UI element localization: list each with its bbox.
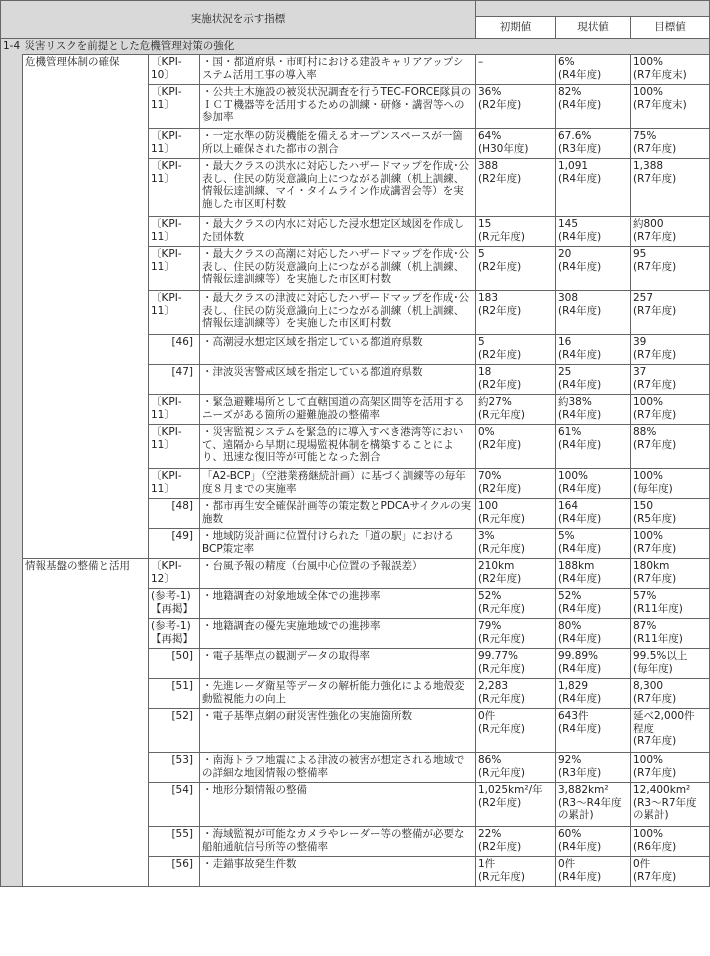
table-row [1, 559, 710, 589]
indicator-text: ・最大クラスの高潮に対応したハザードマップを作成･公表し、住民の防災意識向上につながる訓練（机上訓練、情報伝達訓練等）を実施した市区町村数 [200, 247, 476, 291]
target-value: 100% (R7年度) [631, 395, 710, 425]
target-value: 37 (R7年度) [631, 365, 710, 395]
target-value: 1,388 (R7年度) [631, 159, 710, 217]
indicator-text: ・地域防災計画に位置付けられた「道の駅」におけるBCP策定率 [200, 529, 476, 559]
current-value: 188km (R4年度) [556, 559, 631, 589]
target-value: 150 (R5年度) [631, 499, 710, 529]
indicator-text: ・台風予報の精度（台風中心位置の予報誤差） [200, 559, 476, 589]
current-value: 1,829 (R4年度) [556, 679, 631, 709]
header-current: 現状値 [556, 17, 631, 39]
kpi-code: 〔KPI-11〕 [149, 159, 200, 217]
current-value: 99.89% (R4年度) [556, 649, 631, 679]
initial-value: 183 (R2年度) [476, 291, 556, 335]
kpi-code: 〔KPI-11〕 [149, 425, 200, 469]
indicator-text: ・国・都道府県・市町村における建設キャリアアップシステム活用工事の導入率 [200, 55, 476, 85]
indicator-text: ・地籍調査の対象地域全体での進捗率 [200, 589, 476, 619]
indicator-text: ・先進レーダ衛星等データの解析能力強化による地殻変動監視能力の向上 [200, 679, 476, 709]
kpi-code: [49] [149, 529, 200, 559]
indicator-text: ・地籍調査の優先実施地域での進捗率 [200, 619, 476, 649]
current-value: 20 (R4年度) [556, 247, 631, 291]
initial-value: 3% (R元年度) [476, 529, 556, 559]
target-value: 100% (R7年度) [631, 753, 710, 783]
indicator-text: ・緊急避難場所として直轄国道の高架区間等を活用するニーズがある箇所の避難施設の整備率 [200, 395, 476, 425]
initial-value: 0件 (R元年度) [476, 709, 556, 753]
kpi-code: 〔KPI-11〕 [149, 85, 200, 129]
initial-value: 100 (R元年度) [476, 499, 556, 529]
initial-value: – [476, 55, 556, 85]
kpi-code: [51] [149, 679, 200, 709]
initial-value: 15 (R元年度) [476, 217, 556, 247]
current-value: 約38% (R4年度) [556, 395, 631, 425]
initial-value: 18 (R2年度) [476, 365, 556, 395]
kpi-code: 〔KPI-11〕 [149, 129, 200, 159]
target-value: 8,300 (R7年度) [631, 679, 710, 709]
current-value: 643件 (R4年度) [556, 709, 631, 753]
section-title: 災害リスクを前提とした危機管理対策の強化 [23, 39, 710, 55]
kpi-code: 〔KPI-10〕 [149, 55, 200, 85]
current-value: 80% (R4年度) [556, 619, 631, 649]
initial-value: 約27% (R元年度) [476, 395, 556, 425]
initial-value: 99.77% (R元年度) [476, 649, 556, 679]
initial-value: 0% (R2年度) [476, 425, 556, 469]
kpi-code: [50] [149, 649, 200, 679]
indicator-text: ・電子基準点網の耐災害性強化の実施箇所数 [200, 709, 476, 753]
indicator-text: ・一定水準の防災機能を備えるオープンスペースが一箇所以上確保された都市の割合 [200, 129, 476, 159]
target-value: 100% (R7年度) [631, 529, 710, 559]
target-value: 57% (R11年度) [631, 589, 710, 619]
target-value: 0件 (R7年度) [631, 857, 710, 887]
target-value: 12,400km² (R3～R7年度 の累計) [631, 783, 710, 827]
current-value: 5% (R4年度) [556, 529, 631, 559]
indicator-text: ・公共土木施設の被災状況調査を行うTEC-FORCE隊員のＩＣＴ機器等を活用するための訓練・研修・講習等への参加率 [200, 85, 476, 129]
current-value: 6% (R4年度) [556, 55, 631, 85]
indicator-text: ・津波災害警戒区域を指定している都道府県数 [200, 365, 476, 395]
kpi-code: (参考-1) 【再掲】 [149, 589, 200, 619]
section-row [1, 39, 710, 55]
kpi-code: [54] [149, 783, 200, 827]
header-initial: 初期値 [476, 17, 556, 39]
kpi-code: [46] [149, 335, 200, 365]
indicator-text: ・海域監視が可能なカメラやレーダー等の整備が必要な船舶通航信号所等の整備率 [200, 827, 476, 857]
current-value: 25 (R4年度) [556, 365, 631, 395]
current-value: 100% (R4年度) [556, 469, 631, 499]
kpi-code: 〔KPI-12〕 [149, 559, 200, 589]
current-value: 164 (R4年度) [556, 499, 631, 529]
initial-value: 70% (R2年度) [476, 469, 556, 499]
section-number: 1-4 [1, 39, 23, 55]
table-row [1, 55, 710, 85]
indicator-text: ・南海トラフ地震による津波の被害が想定される地域での詳細な地図情報の整備率 [200, 753, 476, 783]
target-value: 95 (R7年度) [631, 247, 710, 291]
current-value: 1,091 (R4年度) [556, 159, 631, 217]
kpi-code: [47] [149, 365, 200, 395]
indicator-text: ・最大クラスの津波に対応したハザードマップを作成･公表し、住民の防災意識向上につながる訓練（机上訓練、情報伝達訓練等）を実施した市区町村数 [200, 291, 476, 335]
indicator-text: ・高潮浸水想定区域を指定している都道府県数 [200, 335, 476, 365]
indicator-text: ・災害監視システムを緊急的に導入すべき港湾等において、遠隔から早期に現場監視体制を構築することにより、迅速な復旧等が可能となった割合 [200, 425, 476, 469]
kpi-code: 〔KPI-11〕 [149, 469, 200, 499]
initial-value: 64% (H30年度) [476, 129, 556, 159]
current-value: 82% (R4年度) [556, 85, 631, 129]
indicator-text: ・最大クラスの内水に対応した浸水想定区域図を作成した団体数 [200, 217, 476, 247]
group-name: 危機管理体制の確保 [23, 55, 149, 559]
indicator-text: 「A2-BCP」（空港業務継続計画）に基づく訓練等の毎年度８月までの実施率 [200, 469, 476, 499]
indicator-text: ・最大クラスの洪水に対応したハザードマップを作成･公表し、住民の防災意識向上につながる訓練（机上訓練、情報伝達訓練、マイ・タイムライン作成講習会等）を実施した市区町村数 [200, 159, 476, 217]
initial-value: 5 (R2年度) [476, 335, 556, 365]
target-value: 99.5%以上 (毎年度) [631, 649, 710, 679]
indicator-text: ・電子基準点の観測データの取得率 [200, 649, 476, 679]
target-value: 75% (R7年度) [631, 129, 710, 159]
current-value: 308 (R4年度) [556, 291, 631, 335]
kpi-code: [55] [149, 827, 200, 857]
current-value: 145 (R4年度) [556, 217, 631, 247]
header-target: 目標値 [631, 17, 710, 39]
current-value: 52% (R4年度) [556, 589, 631, 619]
current-value: 3,882km² (R3～R4年度 の累計) [556, 783, 631, 827]
kpi-code: 〔KPI-11〕 [149, 291, 200, 335]
header-title: 実施状況を示す指標 [1, 1, 476, 39]
target-value: 180km (R7年度) [631, 559, 710, 589]
current-value: 16 (R4年度) [556, 335, 631, 365]
kpi-code: 〔KPI-11〕 [149, 217, 200, 247]
target-value: 100% (R7年度末) [631, 85, 710, 129]
indicator-text: ・都市再生安全確保計画等の策定数とPDCAサイクルの実施数 [200, 499, 476, 529]
initial-value: 86% (R元年度) [476, 753, 556, 783]
kpi-code: 〔KPI-11〕 [149, 247, 200, 291]
target-value: 100% (R7年度末) [631, 55, 710, 85]
current-value: 60% (R4年度) [556, 827, 631, 857]
target-value: 約800 (R7年度) [631, 217, 710, 247]
kpi-code: [52] [149, 709, 200, 753]
initial-value: 52% (R元年度) [476, 589, 556, 619]
indicator-text: ・地形分類情報の整備 [200, 783, 476, 827]
target-value: 88% (R7年度) [631, 425, 710, 469]
target-value: 257 (R7年度) [631, 291, 710, 335]
initial-value: 79% (R元年度) [476, 619, 556, 649]
target-value: 100% (毎年度) [631, 469, 710, 499]
target-value: 100% (R6年度) [631, 827, 710, 857]
kpi-code: [53] [149, 753, 200, 783]
group-name: 情報基盤の整備と活用 [23, 559, 149, 887]
initial-value: 210km (R2年度) [476, 559, 556, 589]
kpi-code: [56] [149, 857, 200, 887]
kpi-table-body [1, 39, 710, 887]
indicator-text: ・走錨事故発生件数 [200, 857, 476, 887]
current-value: 61% (R4年度) [556, 425, 631, 469]
initial-value: 388 (R2年度) [476, 159, 556, 217]
initial-value: 1件 (R元年度) [476, 857, 556, 887]
target-value: 87% (R11年度) [631, 619, 710, 649]
kpi-code: [48] [149, 499, 200, 529]
kpi-code: 〔KPI-11〕 [149, 395, 200, 425]
current-value: 92% (R3年度) [556, 753, 631, 783]
section-indent [1, 55, 23, 887]
current-value: 0件 (R4年度) [556, 857, 631, 887]
target-value: 延べ2,000件 程度 (R7年度) [631, 709, 710, 753]
initial-value: 2,283 (R元年度) [476, 679, 556, 709]
initial-value: 5 (R2年度) [476, 247, 556, 291]
initial-value: 1,025km²/年 (R2年度) [476, 783, 556, 827]
kpi-code: (参考-1) 【再掲】 [149, 619, 200, 649]
header-spacer [476, 1, 710, 17]
current-value: 67.6% (R3年度) [556, 129, 631, 159]
initial-value: 22% (R2年度) [476, 827, 556, 857]
initial-value: 36% (R2年度) [476, 85, 556, 129]
target-value: 39 (R7年度) [631, 335, 710, 365]
